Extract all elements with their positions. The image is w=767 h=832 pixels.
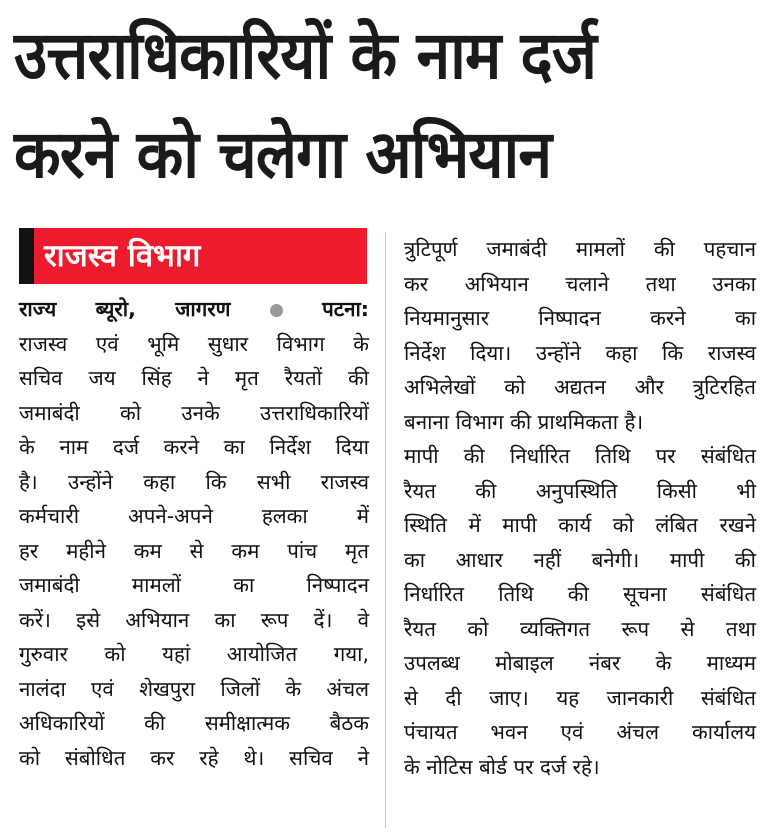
text-line: त्रुटिपूर्ण जमाबंदी मामलों की पहचान	[404, 237, 756, 261]
text-line: है। उन्होंने कहा कि सभी राजस्व	[19, 469, 369, 494]
text-line: के नोटिस बोर्ड पर दर्ज रहे।	[404, 754, 600, 779]
headline-line-1: उत्तराधिकारियों के नाम दर्ज	[14, 17, 597, 94]
text-line: जमाबंदी मामलों का निष्पादन	[19, 573, 369, 597]
text-line: रैयत की अनुपस्थिति किसी भी	[404, 478, 756, 503]
text-line: अधिकारियों की समीक्षात्मक बैठक	[19, 711, 369, 735]
text-line: कर्मचारी अपने-अपने हलका में	[19, 504, 369, 528]
text-line: निर्धारित तिथि की सूचना संबंधित	[404, 582, 756, 606]
text-line: मापी की निर्धारित तिथि पर संबंधित	[404, 444, 756, 468]
section-tag-side-bar	[19, 228, 34, 284]
dateline	[19, 292, 369, 327]
article-right-column	[404, 232, 756, 784]
text-line: सचिव जय सिंह ने मृत रैयतों की	[19, 366, 369, 390]
text-line: जमाबंदी को उनके उत्तराधिकारियों	[19, 400, 369, 425]
section-tag-label: राजस्व विभाग	[34, 228, 367, 284]
headline-line-2: करने को चलेगा अभियान	[14, 116, 552, 193]
text-line: अभिलेखों को अद्यतन और त्रुटिरहित	[404, 375, 756, 399]
dateline-place: पटना:	[322, 297, 369, 321]
text-line: को संबोधित कर रहे थे। सचिव ने	[19, 745, 369, 770]
text-line: स्थिति में मापी कार्य को लंबित रखने	[404, 513, 756, 537]
bullet-dot-icon	[270, 304, 283, 317]
text-line: उपलब्ध मोबाइल नंबर के माध्यम	[404, 651, 756, 675]
text-line: रैयत को व्यक्तिगत रूप से तथा	[404, 616, 756, 641]
text-line: के नाम दर्ज करने का निर्देश दिया	[19, 435, 369, 459]
text-line: नियमानुसार निष्पादन करने का	[404, 306, 756, 330]
column-divider	[385, 232, 386, 828]
text-line: का आधार नहीं बनेगी। मापी की	[404, 547, 756, 572]
text-line: बनाना विभाग की प्राथमिकता है।	[404, 409, 644, 434]
text-line: हर महीने कम से कम पांच मृत	[19, 538, 369, 563]
text-line: निर्देश दिया। उन्होंने कहा कि राजस्व	[404, 340, 756, 365]
text-line: गुरुवार को यहां आयोजित गया,	[19, 642, 369, 666]
dateline-byline: राज्य ब्यूरो, जागरण	[19, 297, 231, 321]
text-line: पंचायत भवन एवं अंचल कार्यालय	[404, 720, 756, 744]
text-line: राजस्व एवं भूमि सुधार विभाग के	[19, 331, 369, 356]
text-line: से दी जाए। यह जानकारी संबंधित	[404, 685, 756, 710]
section-tag	[19, 228, 367, 284]
text-line: करें। इसे अभियान का रूप दें। वे	[19, 607, 369, 632]
article-left-column	[19, 228, 369, 775]
headline	[14, 6, 759, 204]
text-line: कर अभियान चलाने तथा उनका	[404, 271, 756, 296]
text-line: नालंदा एवं शेखपुरा जिलों के अंचल	[19, 676, 369, 701]
